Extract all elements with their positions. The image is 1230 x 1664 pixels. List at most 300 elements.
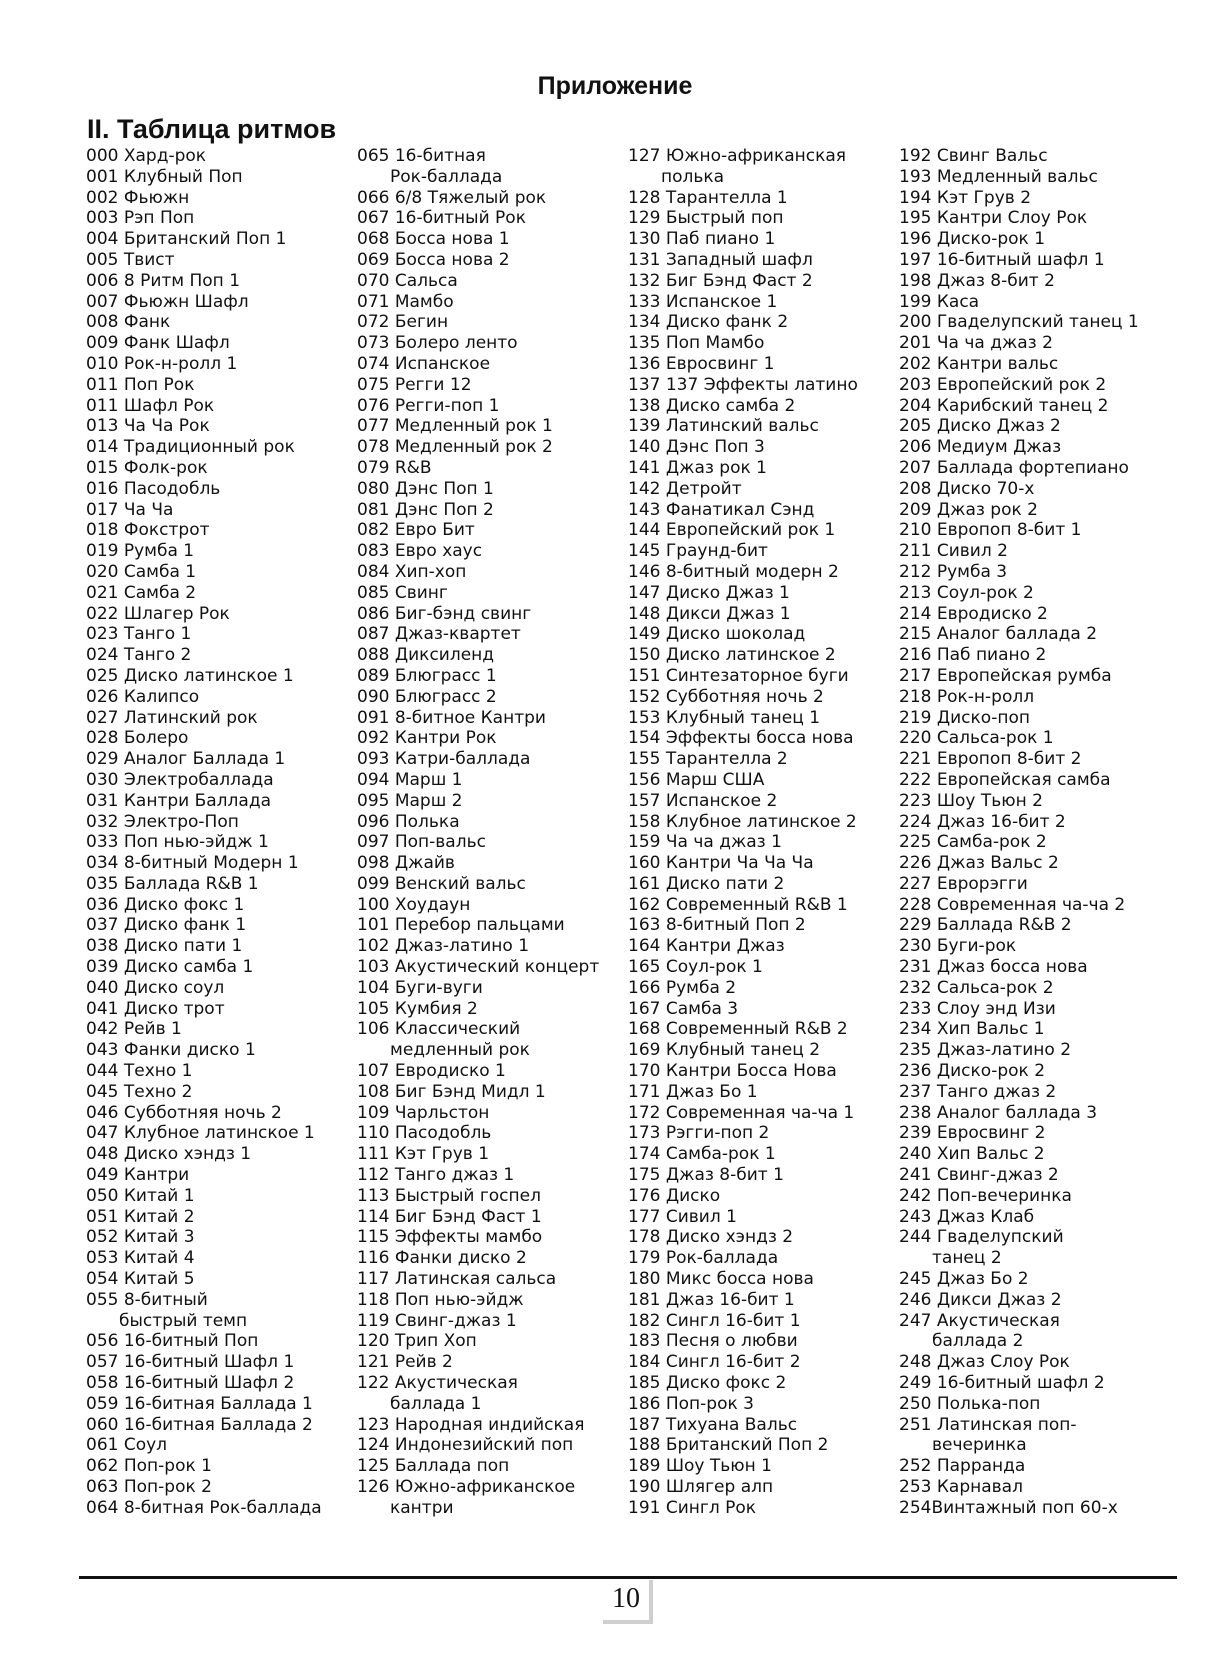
rhythm-item-label-continued: полька <box>661 166 725 187</box>
rhythm-item <box>357 978 599 999</box>
rhythm-item-label: 245 Джаз Бо 2 <box>899 1269 1029 1290</box>
rhythm-item-label: 092 Кантри Рок <box>357 728 497 749</box>
rhythm-item <box>86 749 322 770</box>
rhythm-item-label: 034 8-битный Модерн 1 <box>86 853 299 874</box>
rhythm-item <box>899 1103 1139 1124</box>
rhythm-item-label: 028 Болеро <box>86 728 189 749</box>
rhythm-item <box>628 520 858 541</box>
rhythm-item-label: 000 Хард-рок <box>86 146 207 166</box>
rhythm-item-label: 058 16-битный Шафл 2 <box>86 1373 295 1394</box>
rhythm-item <box>899 396 1139 417</box>
rhythm-item-label: 100 Хоудаун <box>357 894 471 915</box>
rhythm-item <box>628 1186 858 1207</box>
rhythm-item-label: 026 Калипсо <box>86 686 200 707</box>
rhythm-item-label: 156 Марш США <box>628 769 765 790</box>
rhythm-item-label: 206 Медиум Джаз <box>899 437 1062 458</box>
rhythm-item <box>899 250 1139 271</box>
rhythm-item-label: 201 Ча ча джаз 2 <box>899 333 1053 354</box>
rhythm-item-label: 136 Евросвинг 1 <box>628 353 775 374</box>
rhythm-item <box>357 1290 599 1311</box>
rhythm-item-label: 226 Джаз Вальс 2 <box>899 853 1059 874</box>
rhythm-item <box>357 1061 599 1082</box>
rhythm-item-label: 044 Техно 1 <box>86 1061 193 1082</box>
rhythm-item-label: 213 Соул-рок 2 <box>899 582 1034 603</box>
rhythm-item-label: 224 Джаз 16-бит 2 <box>899 811 1066 832</box>
rhythm-item <box>357 1227 599 1248</box>
rhythm-item-label: 106 Классический <box>357 1019 521 1040</box>
rhythm-item <box>357 791 599 812</box>
rhythm-item-label: 239 Евросвинг 2 <box>899 1123 1046 1144</box>
rhythm-item <box>899 1040 1139 1061</box>
rhythm-item <box>628 292 858 313</box>
rhythm-item-label: 023 Танго 1 <box>86 624 192 645</box>
rhythm-item-label: 236 Диско-рок 2 <box>899 1061 1046 1082</box>
rhythm-item <box>628 354 858 375</box>
rhythm-item-label: 030 Электробаллада <box>86 769 274 790</box>
rhythm-item-label: 045 Техно 2 <box>86 1081 193 1102</box>
rhythm-item-label: 116 Фанки диско 2 <box>357 1248 527 1269</box>
rhythm-item <box>628 1019 858 1040</box>
rhythm-item-label: 209 Джаз рок 2 <box>899 499 1038 520</box>
rhythm-item-label: 086 Биг-бэнд свинг <box>357 603 532 624</box>
rhythm-item-label: 057 16-битный Шафл 1 <box>86 1352 295 1373</box>
rhythm-item-label: 037 Диско фанк 1 <box>86 915 247 936</box>
rhythm-item-label: 180 Микс босса нова <box>628 1269 814 1290</box>
rhythm-item <box>899 1144 1139 1165</box>
rhythm-item-label: 189 Шоу Тьюн 1 <box>628 1456 772 1477</box>
rhythm-item-label: 169 Клубный танец 2 <box>628 1040 821 1061</box>
rhythm-item-label: 233 Слоу энд Изи <box>899 998 1056 1019</box>
rhythm-item <box>899 188 1139 209</box>
rhythm-column-4 <box>899 146 1139 1519</box>
rhythm-item <box>86 1165 322 1186</box>
rhythm-item-label: 065 16-битная <box>357 146 486 166</box>
rhythm-item-label: 179 Рок-баллада <box>628 1248 779 1269</box>
rhythm-item-label: 205 Диско Джаз 2 <box>899 416 1061 437</box>
rhythm-item <box>628 687 858 708</box>
rhythm-item-label: 115 Эффекты мамбо <box>357 1227 543 1248</box>
rhythm-item <box>628 666 858 687</box>
rhythm-item <box>357 895 599 916</box>
rhythm-item-label: 161 Диско пати 2 <box>628 873 785 894</box>
rhythm-item-label: 085 Свинг <box>357 582 448 603</box>
rhythm-item-label: 215 Аналог баллада 2 <box>899 624 1098 645</box>
rhythm-item-label: 072 Бегин <box>357 312 449 333</box>
rhythm-item <box>628 1352 858 1373</box>
rhythm-item-label: 029 Аналог Баллада 1 <box>86 749 286 770</box>
rhythm-item-label: 212 Румба 3 <box>899 561 1008 582</box>
rhythm-item <box>628 583 858 604</box>
rhythm-item <box>86 1123 322 1144</box>
rhythm-item-label: 015 Фолк-рок <box>86 457 208 478</box>
rhythm-item <box>86 312 322 333</box>
rhythm-item-label: 066 6/8 Тяжелый рок <box>357 187 547 208</box>
rhythm-item <box>899 1290 1139 1311</box>
rhythm-item-label: 250 Полька-поп <box>899 1393 1041 1414</box>
rhythm-item <box>899 874 1139 895</box>
rhythm-item-label: 060 16-битная Баллада 2 <box>86 1414 313 1435</box>
section-title: II. Таблица ритмов <box>87 114 337 144</box>
rhythm-item <box>628 1061 858 1082</box>
rhythm-item <box>357 957 599 978</box>
rhythm-item <box>628 541 858 562</box>
rhythm-item-label-continued: баллада 1 <box>390 1393 482 1414</box>
rhythm-item <box>357 645 599 666</box>
rhythm-item-label: 163 8-битный Поп 2 <box>628 915 806 936</box>
rhythm-item <box>86 1144 322 1165</box>
rhythm-item <box>86 853 322 874</box>
rhythm-item-label: 210 Европоп 8-бит 1 <box>899 520 1082 541</box>
rhythm-item <box>899 500 1139 521</box>
rhythm-item-label: 142 Детройт <box>628 478 742 499</box>
rhythm-item <box>628 312 858 333</box>
rhythm-item <box>357 208 599 229</box>
rhythm-item-label: 219 Диско-поп <box>899 707 1030 728</box>
rhythm-item-label: 102 Джаз-латино 1 <box>357 936 530 957</box>
rhythm-item <box>628 1123 858 1144</box>
rhythm-item <box>86 1227 322 1248</box>
rhythm-item-label: 202 Кантри вальс <box>899 353 1059 374</box>
rhythm-item-label: 154 Эффекты босса нова <box>628 728 854 749</box>
rhythm-item-label: 217 Европейская румба <box>899 665 1112 686</box>
rhythm-item <box>899 271 1139 292</box>
rhythm-item-label: 168 Современный R&B 2 <box>628 1019 848 1040</box>
rhythm-item-label: 080 Дэнс Поп 1 <box>357 478 494 499</box>
rhythm-item <box>86 1061 322 1082</box>
rhythm-item-label: 222 Европейская самба <box>899 769 1111 790</box>
rhythm-item <box>86 874 322 895</box>
rhythm-item <box>357 915 599 936</box>
rhythm-item <box>628 146 858 188</box>
rhythm-item-label: 242 Поп-вечеринка <box>899 1185 1072 1206</box>
rhythm-item-label: 097 Поп-вальс <box>357 832 486 853</box>
rhythm-item-label: 103 Акустический концерт <box>357 957 600 978</box>
rhythm-item-label: 204 Карибский танец 2 <box>899 395 1109 416</box>
rhythm-item-label: 121 Рейв 2 <box>357 1352 453 1373</box>
rhythm-item <box>86 1082 322 1103</box>
rhythm-item-label: 232 Сальса-рок 2 <box>899 977 1054 998</box>
rhythm-item <box>86 396 322 417</box>
rhythm-item-label: 208 Диско 70-х <box>899 478 1035 499</box>
rhythm-item <box>357 1144 599 1165</box>
rhythm-item <box>899 1373 1139 1394</box>
rhythm-item-label: 243 Джаз Клаб <box>899 1206 1035 1227</box>
rhythm-item-label: 164 Кантри Джаз <box>628 936 785 957</box>
rhythm-item <box>628 645 858 666</box>
rhythm-item-label: 056 16-битный Поп <box>86 1331 259 1352</box>
rhythm-item-label: 036 Диско фокс 1 <box>86 894 245 915</box>
rhythm-item-label: 150 Диско латинское 2 <box>628 645 836 666</box>
rhythm-item-label: 011 Шафл Рок <box>86 395 215 416</box>
rhythm-item <box>357 728 599 749</box>
rhythm-item <box>357 292 599 313</box>
page-heading: Приложение <box>537 72 693 100</box>
rhythm-item <box>86 791 322 812</box>
rhythm-item-label: 011 Поп Рок <box>86 374 195 395</box>
rhythm-item-label: 055 8-битный <box>86 1289 208 1310</box>
rhythm-item-label: 144 Европейский рок 1 <box>628 520 836 541</box>
rhythm-item-label: 003 Рэп Поп <box>86 208 195 229</box>
rhythm-item-label: 240 Хип Вальс 2 <box>899 1144 1045 1165</box>
rhythm-item <box>899 1207 1139 1228</box>
rhythm-item <box>86 1373 322 1394</box>
rhythm-item-label: 197 16-битный шафл 1 <box>899 249 1105 270</box>
rhythm-item-label: 174 Самба-рок 1 <box>628 1144 776 1165</box>
rhythm-item <box>357 749 599 770</box>
rhythm-item <box>357 375 599 396</box>
rhythm-item <box>357 1165 599 1186</box>
rhythm-item <box>357 708 599 729</box>
rhythm-item <box>899 1415 1139 1457</box>
rhythm-item <box>86 770 322 791</box>
rhythm-item-label: 131 Западный шафл <box>628 249 813 270</box>
rhythm-item-label: 234 Хип Вальс 1 <box>899 1019 1045 1040</box>
rhythm-column-3 <box>628 146 858 1519</box>
rhythm-item <box>86 271 322 292</box>
rhythm-item <box>628 999 858 1020</box>
rhythm-item-label: 016 Пасодобль <box>86 478 221 499</box>
rhythm-item-label: 157 Испанское 2 <box>628 790 778 811</box>
rhythm-item <box>628 624 858 645</box>
rhythm-item-label: 134 Диско фанк 2 <box>628 312 789 333</box>
rhythm-item <box>899 770 1139 791</box>
rhythm-item <box>628 1269 858 1290</box>
rhythm-item <box>628 978 858 999</box>
rhythm-item <box>357 354 599 375</box>
rhythm-item <box>86 1352 322 1373</box>
rhythm-item-label: 230 Буги-рок <box>899 936 1017 957</box>
rhythm-item <box>628 708 858 729</box>
rhythm-item-label: 196 Диско-рок 1 <box>899 229 1046 250</box>
rhythm-item <box>899 853 1139 874</box>
rhythm-item-label: 032 Электро-Поп <box>86 811 239 832</box>
rhythm-item <box>899 1123 1139 1144</box>
rhythm-item-label: 073 Болеро ленто <box>357 333 518 354</box>
rhythm-item-label: 149 Диско шоколад <box>628 624 806 645</box>
rhythm-item <box>86 167 322 188</box>
rhythm-item-label: 074 Испанское <box>357 353 491 374</box>
page-number: 10 <box>603 1580 653 1624</box>
rhythm-item-label: 231 Джаз босса нова <box>899 957 1088 978</box>
rhythm-item-label: 143 Фанатикал Сэнд <box>628 499 815 520</box>
rhythm-item <box>86 978 322 999</box>
rhythm-item-label: 118 Поп нью-эйдж <box>357 1289 524 1310</box>
rhythm-item <box>86 146 322 167</box>
rhythm-item-label: 227 Еврорэгги <box>899 873 1028 894</box>
rhythm-item-label: 139 Латинский вальс <box>628 416 819 437</box>
rhythm-item <box>899 999 1139 1020</box>
rhythm-item-label: 006 8 Ритм Поп 1 <box>86 270 241 291</box>
rhythm-item <box>628 1103 858 1124</box>
rhythm-item <box>86 375 322 396</box>
rhythm-item-label: 211 Сивил 2 <box>899 541 1008 562</box>
rhythm-item <box>899 957 1139 978</box>
rhythm-item-label: 104 Буги-вуги <box>357 977 483 998</box>
rhythm-item <box>899 687 1139 708</box>
rhythm-item-label: 041 Диско трот <box>86 998 225 1019</box>
rhythm-item <box>628 1373 858 1394</box>
rhythm-item-label: 091 8-битное Кантри <box>357 707 546 728</box>
rhythm-item <box>357 1269 599 1290</box>
rhythm-item-label: 176 Диско <box>628 1185 721 1206</box>
rhythm-item <box>86 333 322 354</box>
rhythm-item-label: 129 Быстрый поп <box>628 208 784 229</box>
rhythm-item <box>899 1394 1139 1415</box>
rhythm-item <box>357 1331 599 1352</box>
rhythm-item <box>86 1415 322 1436</box>
rhythm-item <box>628 812 858 833</box>
rhythm-item <box>357 1207 599 1228</box>
rhythm-item-label: 017 Ча Ча <box>86 499 174 520</box>
rhythm-item-label-continued: быстрый темп <box>119 1310 248 1331</box>
rhythm-item <box>628 604 858 625</box>
rhythm-item-label: 033 Поп нью-эйдж 1 <box>86 832 269 853</box>
rhythm-item-label: 165 Соул-рок 1 <box>628 957 763 978</box>
rhythm-item-label: 093 Катри-баллада <box>357 749 531 770</box>
rhythm-item-label: 067 16-битный Рок <box>357 208 526 229</box>
rhythm-item-label: 089 Блюграсс 1 <box>357 665 497 686</box>
rhythm-item-label-continued: кантри <box>390 1497 454 1518</box>
rhythm-item <box>628 1498 858 1519</box>
rhythm-item <box>357 1477 599 1519</box>
rhythm-item-label: 119 Свинг-джаз 1 <box>357 1310 517 1331</box>
rhythm-item <box>86 687 322 708</box>
rhythm-item-label: 127 Южно-африканская <box>628 146 847 166</box>
rhythm-item-label: 094 Марш 1 <box>357 769 463 790</box>
rhythm-item <box>899 229 1139 250</box>
rhythm-item <box>628 500 858 521</box>
rhythm-item-label: 162 Современный R&B 1 <box>628 894 848 915</box>
rhythm-item <box>899 645 1139 666</box>
rhythm-item-label: 199 Каса <box>899 291 980 312</box>
rhythm-item <box>628 832 858 853</box>
rhythm-item-label: 126 Южно-африканское <box>357 1477 576 1497</box>
rhythm-item-label: 170 Кантри Босса Нова <box>628 1061 837 1082</box>
rhythm-item <box>628 874 858 895</box>
rhythm-item <box>899 1165 1139 1186</box>
rhythm-item <box>357 1415 599 1436</box>
rhythm-item-label: 183 Песня о любви <box>628 1331 798 1352</box>
rhythm-item-label: 192 Свинг Вальс <box>899 146 1048 166</box>
rhythm-item <box>899 1227 1139 1269</box>
rhythm-item <box>357 333 599 354</box>
rhythm-item-label-continued: вечеринка <box>932 1435 1027 1456</box>
rhythm-item <box>357 1082 599 1103</box>
rhythm-item-label: 151 Синтезаторное буги <box>628 665 849 686</box>
rhythm-item-label: 241 Свинг-джаз 2 <box>899 1165 1059 1186</box>
rhythm-item-label: 198 Джаз 8-бит 2 <box>899 270 1055 291</box>
rhythm-item-label: 084 Хип-хоп <box>357 561 467 582</box>
rhythm-item <box>86 541 322 562</box>
rhythm-item-label: 108 Биг Бэнд Мидл 1 <box>357 1081 546 1102</box>
rhythm-item-label: 177 Сивил 1 <box>628 1206 737 1227</box>
rhythm-item-label: 123 Народная индийская <box>357 1414 585 1435</box>
rhythm-item-label: 238 Аналог баллада 3 <box>899 1102 1098 1123</box>
rhythm-item <box>86 458 322 479</box>
rhythm-item <box>357 936 599 957</box>
rhythm-item <box>628 333 858 354</box>
rhythm-item <box>357 604 599 625</box>
rhythm-item <box>628 770 858 791</box>
rhythm-item-label: 225 Самба-рок 2 <box>899 832 1047 853</box>
rhythm-item-label: 141 Джаз рок 1 <box>628 457 767 478</box>
rhythm-item-label: 220 Сальса-рок 1 <box>899 728 1054 749</box>
rhythm-item-label: 014 Традиционный рок <box>86 437 295 458</box>
rhythm-item <box>628 1207 858 1228</box>
rhythm-item <box>357 687 599 708</box>
rhythm-item <box>628 396 858 417</box>
rhythm-item <box>628 1415 858 1436</box>
rhythm-item <box>86 957 322 978</box>
rhythm-item <box>628 1435 858 1456</box>
rhythm-item-label: 021 Самба 2 <box>86 582 197 603</box>
rhythm-column-2 <box>357 146 599 1519</box>
rhythm-item <box>357 1352 599 1373</box>
rhythm-item <box>357 479 599 500</box>
rhythm-item <box>357 229 599 250</box>
rhythm-item <box>86 1498 322 1519</box>
rhythm-item-label: 113 Быстрый госпел <box>357 1185 541 1206</box>
rhythm-item <box>628 1394 858 1415</box>
rhythm-item-label: 075 Регги 12 <box>357 374 472 395</box>
rhythm-item <box>628 479 858 500</box>
rhythm-item <box>899 1352 1139 1373</box>
rhythm-item <box>628 791 858 812</box>
rhythm-item <box>357 312 599 333</box>
rhythm-item <box>357 1103 599 1124</box>
rhythm-item-label: 070 Сальса <box>357 270 458 291</box>
rhythm-item <box>357 1373 599 1415</box>
rhythm-item-label-continued: медленный рок <box>390 1040 530 1061</box>
rhythm-item <box>899 375 1139 396</box>
rhythm-item <box>899 167 1139 188</box>
rhythm-item <box>899 708 1139 729</box>
rhythm-item <box>86 583 322 604</box>
rhythm-item-label: 249 16-битный шафл 2 <box>899 1373 1105 1394</box>
rhythm-item <box>357 146 599 188</box>
rhythm-item-label: 027 Латинский рок <box>86 707 258 728</box>
rhythm-item-label: 135 Поп Мамбо <box>628 333 765 354</box>
rhythm-item <box>899 832 1139 853</box>
rhythm-item <box>86 250 322 271</box>
rhythm-item <box>357 770 599 791</box>
rhythm-item-label: 099 Венский вальс <box>357 873 526 894</box>
rhythm-item <box>86 292 322 313</box>
rhythm-item-label: 251 Латинская поп- <box>899 1414 1077 1435</box>
rhythm-item <box>357 812 599 833</box>
rhythm-item-label: 049 Кантри <box>86 1165 190 1186</box>
rhythm-item-label: 076 Регги-поп 1 <box>357 395 500 416</box>
rhythm-item <box>628 271 858 292</box>
rhythm-item-label: 101 Перебор пальцами <box>357 915 565 936</box>
rhythm-item-label: 248 Джаз Слоу Рок <box>899 1352 1070 1373</box>
rhythm-item <box>86 999 322 1020</box>
rhythm-item <box>628 728 858 749</box>
rhythm-item <box>86 624 322 645</box>
rhythm-item <box>899 562 1139 583</box>
rhythm-item-label: 047 Клубное латинское 1 <box>86 1123 315 1144</box>
rhythm-item <box>86 1269 322 1290</box>
rhythm-item-label: 244 Гваделупский <box>899 1227 1064 1248</box>
rhythm-item <box>628 416 858 437</box>
rhythm-item-label: 228 Современная ча-ча 2 <box>899 894 1126 915</box>
rhythm-item-label: 140 Дэнс Поп 3 <box>628 437 765 458</box>
rhythm-item-label: 153 Клубный танец 1 <box>628 707 821 728</box>
rhythm-item-label: 004 Британский Поп 1 <box>86 229 287 250</box>
rhythm-item-label: 061 Соул <box>86 1435 168 1456</box>
rhythm-item <box>628 1331 858 1352</box>
rhythm-item <box>628 936 858 957</box>
